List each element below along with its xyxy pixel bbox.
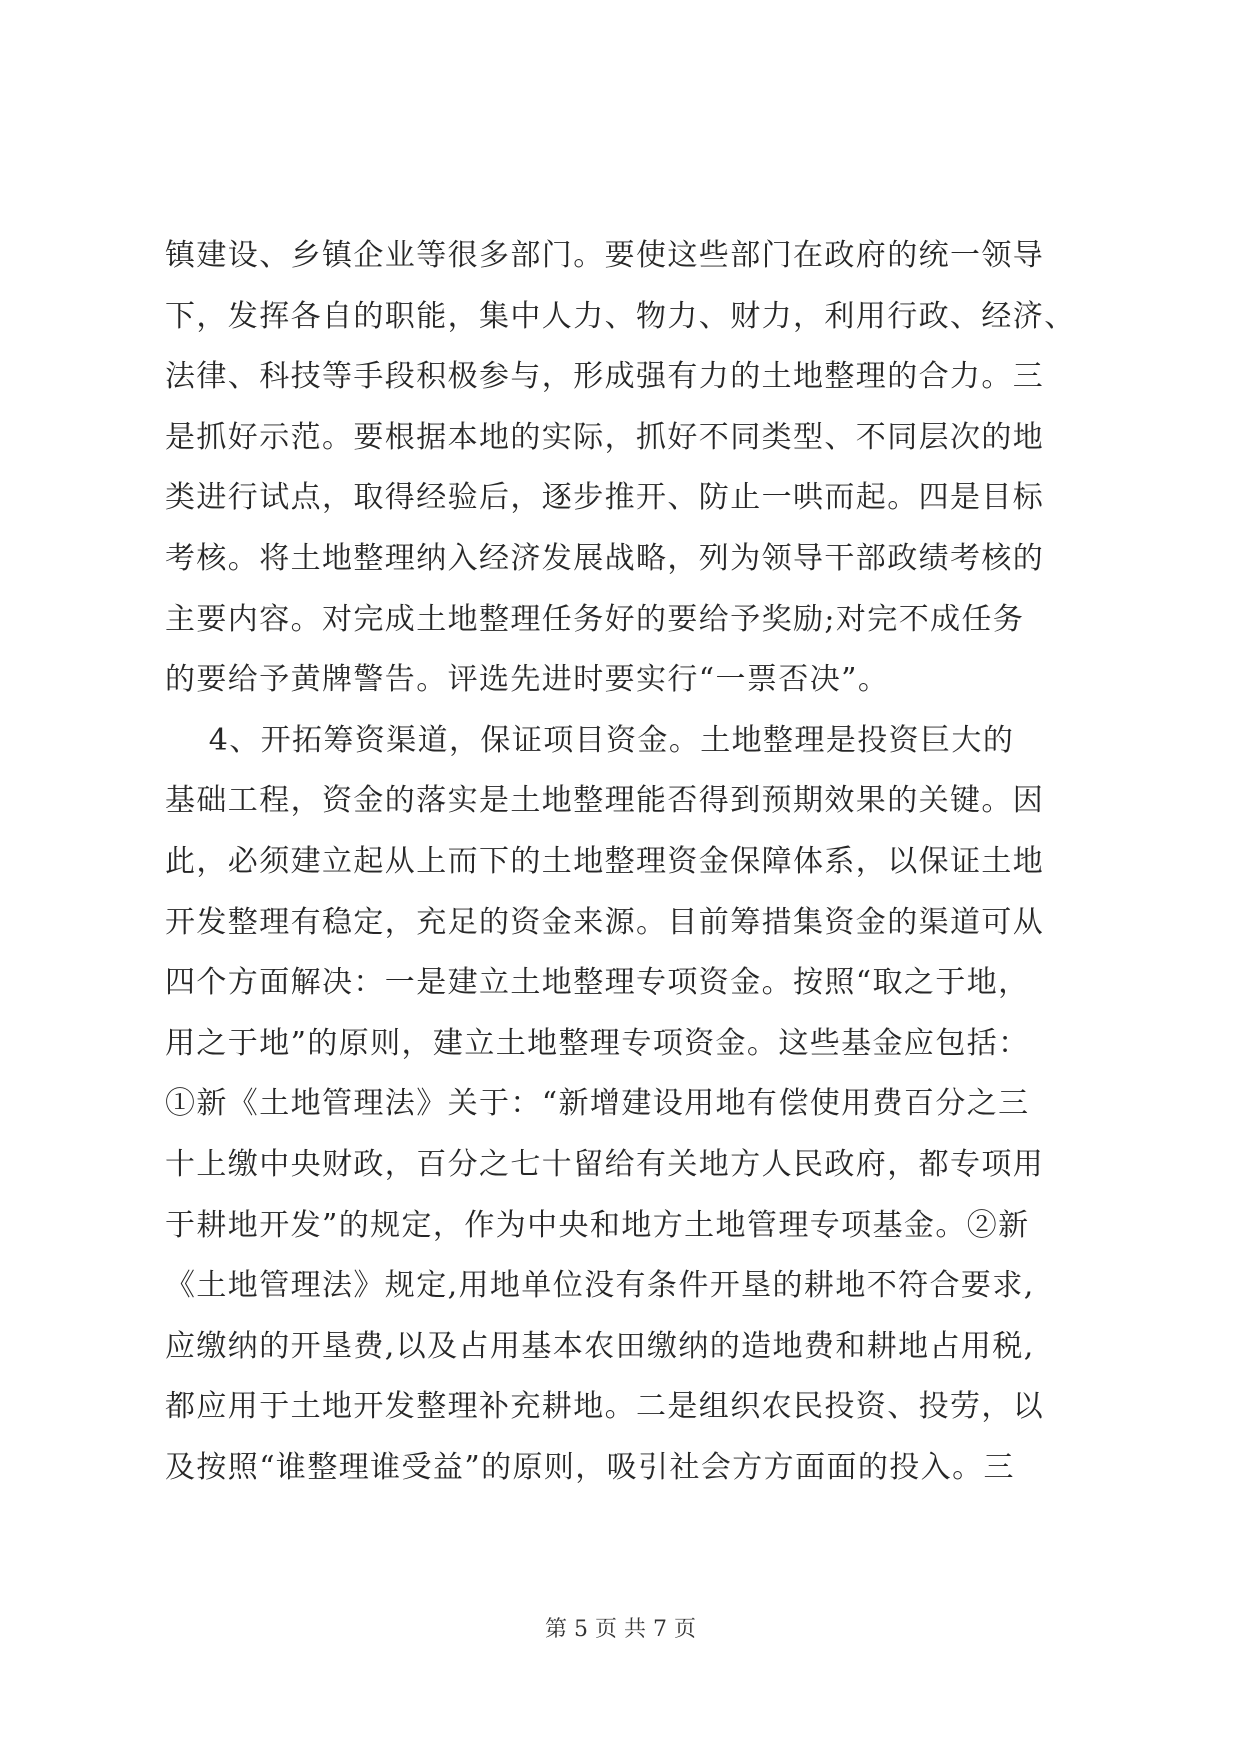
paragraph-line: 基础工程，资金的落实是土地整理能否得到预期效果的关键。因	[165, 783, 1045, 819]
paragraph-line: 类进行试点，取得经验后，逐步推开、防止一哄而起。四是目标	[165, 480, 1045, 516]
paragraph-line: 法律、科技等手段积极参与，形成强有力的土地整理的合力。三	[165, 359, 1045, 395]
paragraph-line: 是抓好示范。要根据本地的实际，抓好不同类型、不同层次的地	[165, 419, 1045, 455]
paragraph-line: 《土地管理法》规定,用地单位没有条件开垦的耕地不符合要求,	[165, 1268, 1035, 1304]
paragraph-line: 四个方面解决：一是建立土地整理专项资金。按照“取之于地，	[165, 965, 1030, 1001]
paragraph-line: 开发整理有稳定，充足的资金来源。目前筹措集资金的渠道可从	[165, 904, 1045, 940]
paragraph-line: 十上缴中央财政，百分之七十留给有关地方人民政府，都专项用	[165, 1146, 1045, 1182]
paragraph-line: 此，必须建立起从上而下的土地整理资金保障体系，以保证土地	[165, 843, 1045, 879]
paragraph-line: ①新《土地管理法》关于：“新增建设用地有偿使用费百分之三	[165, 1086, 1030, 1122]
paragraph-line: 用之于地”的原则，建立土地整理专项资金。这些基金应包括：	[165, 1025, 1030, 1061]
paragraph-line: 镇建设、乡镇企业等很多部门。要使这些部门在政府的统一领导	[165, 238, 1045, 273]
paragraph-line: 下，发挥各自的职能，集中人力、物力、财力，利用行政、经济、	[165, 298, 1076, 334]
paragraph-line: 主要内容。对完成土地整理任务好的要给予奖励;对完不成任务	[165, 601, 1025, 637]
paragraph-line: 的要给予黄牌警告。评选先进时要实行“一票否决”。	[165, 662, 890, 698]
document-body	[165, 226, 1075, 1498]
paragraph-line: 4、开拓筹资渠道，保证项目资金。土地整理是投资巨大的	[165, 722, 1015, 758]
paragraph-line: 应缴纳的开垦费,以及占用基本农田缴纳的造地费和耕地占用税,	[165, 1328, 1035, 1364]
paragraph-line: 于耕地开发”的规定，作为中央和地方土地管理专项基金。②新	[165, 1207, 1030, 1243]
paragraph-line: 考核。将土地整理纳入经济发展战略，列为领导干部政绩考核的	[165, 540, 1045, 576]
page-footer: 第 5 页 共 7 页	[545, 1617, 696, 1642]
paragraph-line: 及按照“谁整理谁受益”的原则，吸引社会方方面面的投入。三	[165, 1449, 1015, 1485]
paragraph-line: 都应用于土地开发整理补充耕地。二是组织农民投资、投劳，以	[165, 1389, 1045, 1425]
